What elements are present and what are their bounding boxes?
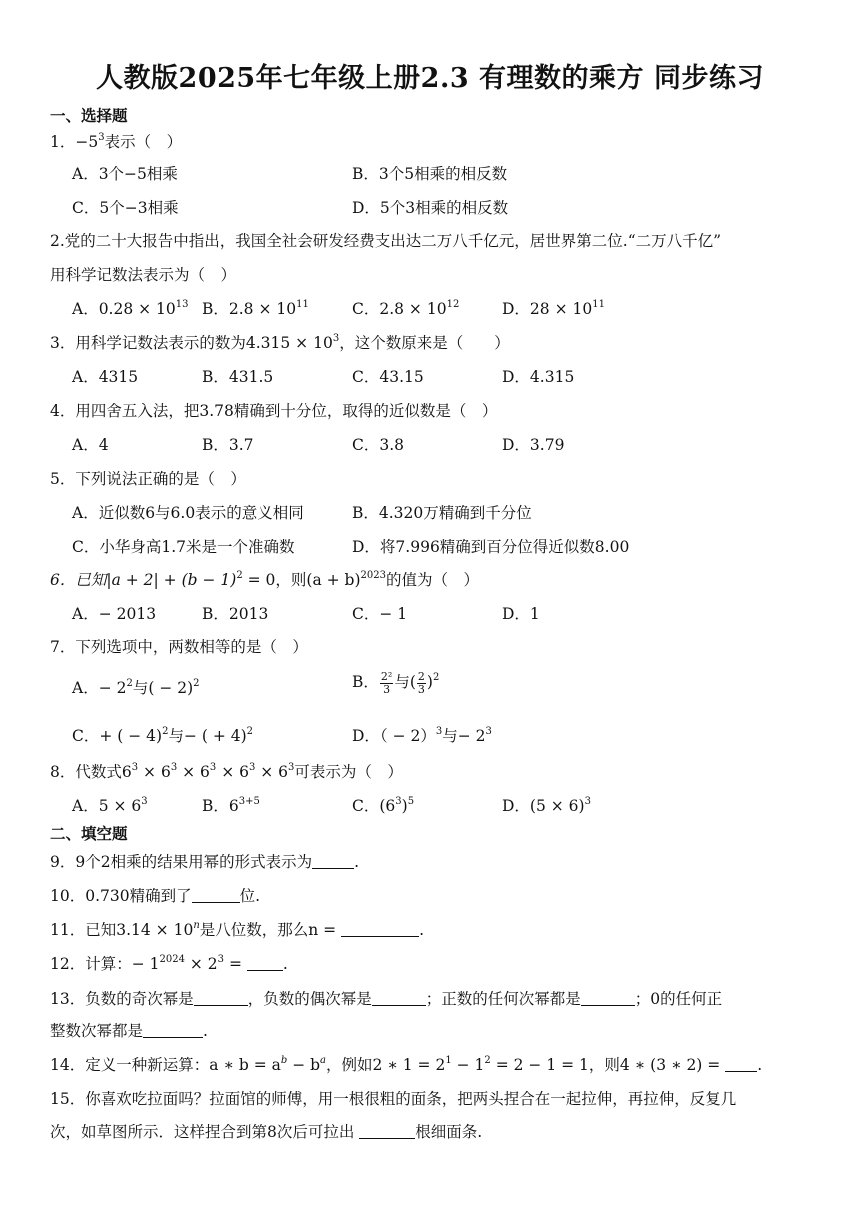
answer-blank[interactable] [359, 1124, 415, 1139]
q7-option-b: B． $\frac{\text{2²}}{3}$ 与( $\frac{2}{3}$ )$^2$ [352, 669, 440, 696]
question-15-line-2: 次，如草图所示．这样捏合到第8次后可拉出 根细面条. [50, 1123, 483, 1141]
question-8-options [72, 794, 832, 818]
q7-option-a: A．− $2^2$与( − 2)$^2$ [72, 678, 200, 697]
q5-option-c: C．小华身高1.7米是一个准确数 [72, 538, 295, 556]
answer-blank[interactable] [725, 1057, 757, 1072]
fraction-2sq-over-3: $\frac{\text{2²}}{3}$ [380, 669, 393, 696]
question-7-options [72, 669, 832, 700]
question-7-options-2 [72, 724, 832, 748]
q1-option-b: B．3个5相乘的相反数 [352, 165, 508, 183]
answer-blank[interactable] [247, 956, 283, 971]
q7-option-d: D．（ − 2）$^3$与− $2^3$ [352, 726, 492, 745]
question-1: 1．$-5^3$表示（ ） [50, 132, 183, 151]
question-1-options-2 [72, 196, 832, 220]
question-10: 10．0.730精确到了 位. [50, 887, 261, 905]
question-2-line-2: 用科学记数法表示为（ ） [50, 266, 237, 284]
q2-option-c: C．$2.8 \times 10^{12}$ [352, 299, 460, 318]
q4-option-a: A．4 [72, 436, 109, 454]
q8-option-c: C．$(6^3)^5$ [352, 796, 415, 815]
question-15-line-1: 15．你喜欢吃拉面吗？拉面馆的师傅，用一根很粗的面条，把两头捏合在一起拉伸，再拉伸，反复几 [50, 1090, 737, 1108]
q4-option-c: C．3.8 [352, 436, 405, 454]
question-5-options [72, 501, 832, 525]
q2-option-b: B．$2.8 \times 10^{11}$ [202, 299, 309, 318]
q6-option-a: A．− 2013 [72, 605, 157, 623]
answer-blank[interactable] [372, 991, 426, 1006]
q1-option-c: C．5个−3相乘 [72, 199, 179, 217]
question-8: 8．代数式$6^3 \times 6^3 \times 6^3 \times 6^3 \times 6^3$可表示为（ ） [50, 762, 403, 781]
page-title: 人教版2025年七年级上册2.3 有理数的乘方 同步练习 [96, 63, 764, 94]
q6-option-b: B．2013 [202, 605, 269, 623]
q3-option-d: D．4.315 [502, 368, 575, 386]
q5-option-d: D．将7.996精确到百分位得近似数8.00 [352, 538, 630, 556]
section-fill-heading: 二、填空题 [50, 824, 128, 843]
q2-option-a: A．$0.28 \times 10^{13}$ [72, 299, 189, 318]
question-12: 12．计算：− $1^{2024} \times 2^3$ = . [50, 954, 288, 973]
section-choice-heading: 一、选择题 [50, 106, 128, 125]
question-11: 11．已知$3.14 \times 10^n$是八位数，那么n = . [50, 920, 425, 939]
q3-option-b: B．431.5 [202, 368, 274, 386]
q6-option-c: C．− 1 [352, 605, 408, 623]
q3-option-a: A．4315 [72, 368, 139, 386]
q1-option-d: D．5个3相乘的相反数 [352, 199, 509, 217]
question-5: 5．下列说法正确的是（ ） [50, 470, 246, 488]
question-2-line-1: 2.党的二十大报告中指出，我国全社会研发经费支出达二万八千亿元，居世界第二位.“二万八千亿” [50, 232, 722, 250]
answer-blank[interactable] [581, 991, 635, 1006]
question-3-options [72, 365, 832, 389]
fraction-2-over-3: $\frac{2}{3}$ [417, 669, 425, 696]
q8-option-d: D．$(5 \times 6)^3$ [502, 796, 591, 815]
question-4-options [72, 433, 832, 457]
q4-option-b: B．3.7 [202, 436, 254, 454]
q2-option-d: D．$28 \times 10^{11}$ [502, 299, 605, 318]
question-7: 7．下列选项中，两数相等的是（ ） [50, 638, 308, 656]
q1-option-a: A．3个−5相乘 [72, 165, 178, 183]
q5-option-a: A．近似数6与6.0表示的意义相同 [72, 504, 304, 522]
answer-blank[interactable] [341, 922, 419, 937]
question-5-options-2 [72, 535, 832, 559]
answer-blank[interactable] [312, 854, 354, 869]
question-6: 6．已知$|a + 2| + (b - 1)^2 = 0$，则$(a + b)^{2023}$的值为（ ） [50, 570, 479, 589]
q8-option-a: A．$5 \times 6^3$ [72, 796, 148, 815]
question-6-options [72, 602, 832, 626]
answer-blank[interactable] [194, 991, 248, 1006]
question-9: 9．9个2相乘的结果用幂的形式表示为 . [50, 853, 360, 871]
q7-option-c: C．+ ( − 4)$^2$与− ( + 4)$^2$ [72, 726, 254, 745]
q3-option-c: C．43.15 [352, 368, 424, 386]
question-2-options [72, 297, 832, 321]
question-3: 3．用科学记数法表示的数为$4.315 \times 10^3$，这个数原来是（ ） [50, 333, 510, 352]
answer-blank[interactable] [192, 888, 240, 903]
question-14: 14．定义一种新运算：a ∗ $b = a^b - b^a$，例如2 ∗ $1 = 2^1 - 1^2 = 2 - 1 = 1$，则4 ∗ (3 ∗ 2) = . [50, 1055, 763, 1074]
q6-option-d: D．1 [502, 605, 540, 623]
question-4: 4．用四舍五入法，把3.78精确到十分位，取得的近似数是（ ） [50, 402, 498, 420]
q5-option-b: B．4.320万精确到千分位 [352, 504, 532, 522]
q4-option-d: D．3.79 [502, 436, 565, 454]
q8-option-b: B．$6^{3+5}$ [202, 796, 260, 815]
question-13-line-2: 整数次幂都是 . [50, 1022, 208, 1040]
question-13-line-1: 13．负数的奇次幂是 ，负数的偶次幂是 ；正数的任何次幂都是 ；0的任何正 [50, 990, 723, 1008]
question-1-options [72, 162, 832, 186]
answer-blank[interactable] [143, 1023, 203, 1038]
